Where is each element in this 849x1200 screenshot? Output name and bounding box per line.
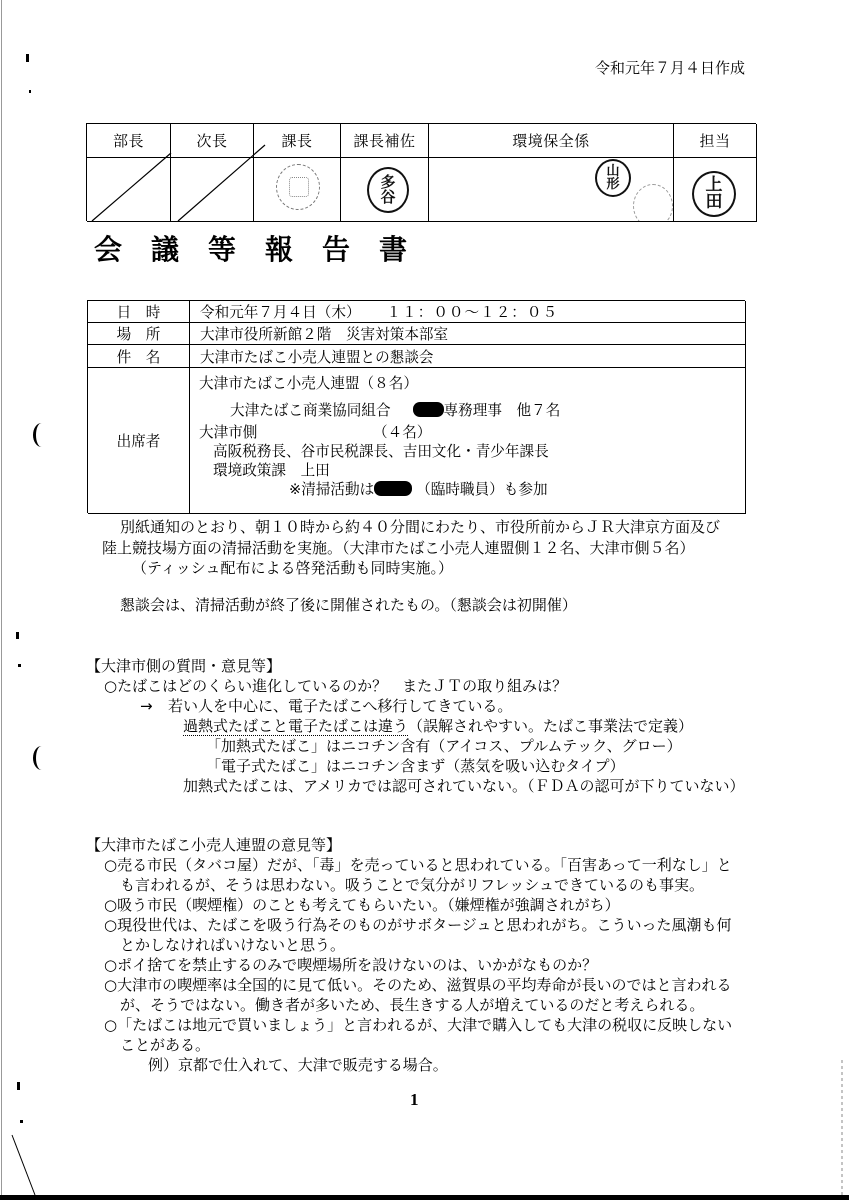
created-date: 令和元年７月４日作成 (594, 59, 745, 77)
redacted-name (413, 402, 444, 417)
seal-stamp-tagaya (367, 167, 409, 213)
union-opinion-cont: とかしなければいけないと思う。 (120, 936, 346, 954)
approval-cell-jicho (171, 158, 254, 222)
seal-char: 多 (380, 173, 396, 191)
underlined-note: 過熱式たばこと電子たばこは違う (183, 717, 409, 735)
union-opinion: ○現役世代は、たばこを吸う行為そのものがサボタージュと思われがち。こういった風潮も何 (104, 916, 732, 934)
approval-header-kankyo-hozen: 環境保全係 (429, 124, 674, 158)
faded-seal-stamp (633, 184, 673, 222)
city-answer-note (183, 716, 693, 736)
arrow-right-icon: → (140, 697, 153, 715)
seal-char: 谷 (380, 188, 396, 206)
union-opinion-cont: が、そうではない。働き者が多いため、長生きする人が増えているのだと考えられる。 (120, 996, 705, 1014)
faded-seal-stamp (276, 164, 320, 210)
section-heading-union: 【大津市たばこ小売人連盟の意見等】 (86, 836, 342, 854)
attendee-note-prefix: ※清掃活動は (289, 481, 375, 498)
approval-header-tanto: 担当 (674, 124, 757, 158)
union-opinion: ○「たばこは地元で買いましょう」と言われるが、大津で購入しても大津の税収に反映しない (104, 1016, 733, 1034)
body-paragraph: 陸上競技場方面の清掃活動を実施。（大津市たばこ小売人連盟側１２名、大津市側５名） (102, 539, 695, 557)
union-opinion: ○ポイ捨てを禁止するのみで喫煙場所を設けないのは、いかがなものか？ (104, 956, 598, 974)
redacted-name (374, 481, 412, 496)
attendee-city-members: 高阪税務長、谷市民税課長、吉田文化・青少年課長 (213, 443, 549, 460)
approval-header-bucho: 部長 (87, 124, 171, 158)
info-label-attendees: 出席者 (88, 368, 190, 514)
approval-header-jicho: 次長 (171, 124, 254, 158)
attendee-note-suffix: （臨時職員）も参加 (416, 481, 548, 498)
approval-cell-kankyo-hozen (429, 158, 674, 222)
seal-stamp-ueda (692, 171, 736, 217)
approval-header-kacho-hosa: 課長補佐 (341, 124, 429, 158)
meeting-date: 令和元年７月４日（木） (200, 304, 361, 321)
attendee-city-staff: 環境政策課 上田 (213, 462, 330, 479)
seal-char: 山 (606, 164, 620, 179)
seal-char: 上 (705, 175, 723, 195)
info-value-place: 大津市役所新館２階 災害対策本部室 (190, 323, 746, 345)
meeting-time: １１：００～１２：０５ (386, 304, 559, 321)
info-label-datetime: 日 時 (88, 301, 190, 323)
union-opinion: ○売る市民（タバコ屋）だが、「毒」を売っていると思われている。「百害あって一利なし」と (104, 856, 732, 874)
meeting-info-table (87, 300, 745, 513)
attendee-union-member (230, 401, 560, 421)
info-label-subject: 件 名 (88, 345, 190, 368)
body-paragraph: 別紙通知のとおり、朝１０時から約４０分間にわたり、市役所前からＪＲ大津京方面及び (120, 518, 721, 536)
city-answer-closing: 加熱式たばこは、アメリカでは認可されていない。（ＦＤＡの認可が下りていない） (183, 777, 745, 795)
approval-cell-kacho-hosa (341, 158, 429, 222)
union-opinion-cont: ことがある。 (120, 1036, 211, 1054)
union-opinion: ○大津市の喫煙率は全国的に見て低い。そのため、滋賀県の平均寿命が長いのではと言われる (104, 976, 732, 994)
body-paragraph: （ティッシュ配布による啓発活動も同時実施。） (132, 559, 454, 577)
seal-char: 田 (705, 192, 723, 212)
attendee-group-city-count: （４名） (373, 424, 432, 441)
union-opinion: ○吸う市民（喫煙権）のことも考えてもらいたい。（嫌煙権が強調されがち） (104, 896, 620, 914)
page-number: 1 (410, 1090, 419, 1109)
city-answer-detail: 「電子式たばこ」はニコチン含まず（蒸気を吸い込むタイプ） (206, 757, 625, 775)
attendee-union-role: 専務理事 他７名 (443, 402, 561, 419)
attendee-note (289, 480, 548, 500)
body-paragraph: 懇談会は、清掃活動が終了後に開催されたもの。（懇談会は初開催） (120, 596, 577, 614)
approval-header-kacho: 課長 (254, 124, 341, 158)
city-question: ○たばこはどのくらい進化しているのか？ またＪＴの取り組みは？ (104, 677, 568, 695)
info-value-subject: 大津市たばこ小売人連盟との懇談会 (190, 345, 746, 368)
seal-stamp-yamagata (595, 159, 631, 197)
approval-table (86, 123, 756, 221)
union-opinion-cont: も言われるが、そうは思わない。吸うことで気分がリフレッシュできているのも事実。 (120, 876, 704, 894)
info-value-attendees (190, 368, 746, 514)
page-title: 会議等報告書 (94, 233, 437, 266)
scan-bottom-bar (0, 1195, 849, 1200)
approval-cell-kacho (254, 158, 341, 222)
city-answer-detail: 「加熱式たばこ」はニコチン含有（アイコス、プルムテック、グロー） (206, 737, 682, 755)
faded-seal-glyph (289, 177, 309, 197)
city-answer: 若い人を中心に、電子たばこへ移行してきている。 (168, 697, 513, 715)
section-heading-city: 【大津市側の質問・意見等】 (86, 657, 282, 675)
seal-char: 形 (606, 177, 620, 192)
note-rest: （誤解されやすい。たばこ事業法で定義） (408, 717, 694, 735)
attendee-group-city: 大津市側 (199, 424, 258, 441)
attendee-group-union: 大津市たばこ小売人連盟（８名） (199, 375, 418, 392)
scan-scratch (12, 1135, 35, 1195)
info-value-datetime (190, 301, 746, 323)
attendee-union-org: 大津たばこ商業協同組合 (230, 402, 391, 419)
approval-cell-tanto (674, 158, 757, 222)
info-label-place: 場 所 (88, 323, 190, 345)
union-opinion-example: 例）京都で仕入れて、大津で販売する場合。 (148, 1056, 448, 1074)
approval-cell-bucho (87, 158, 171, 222)
